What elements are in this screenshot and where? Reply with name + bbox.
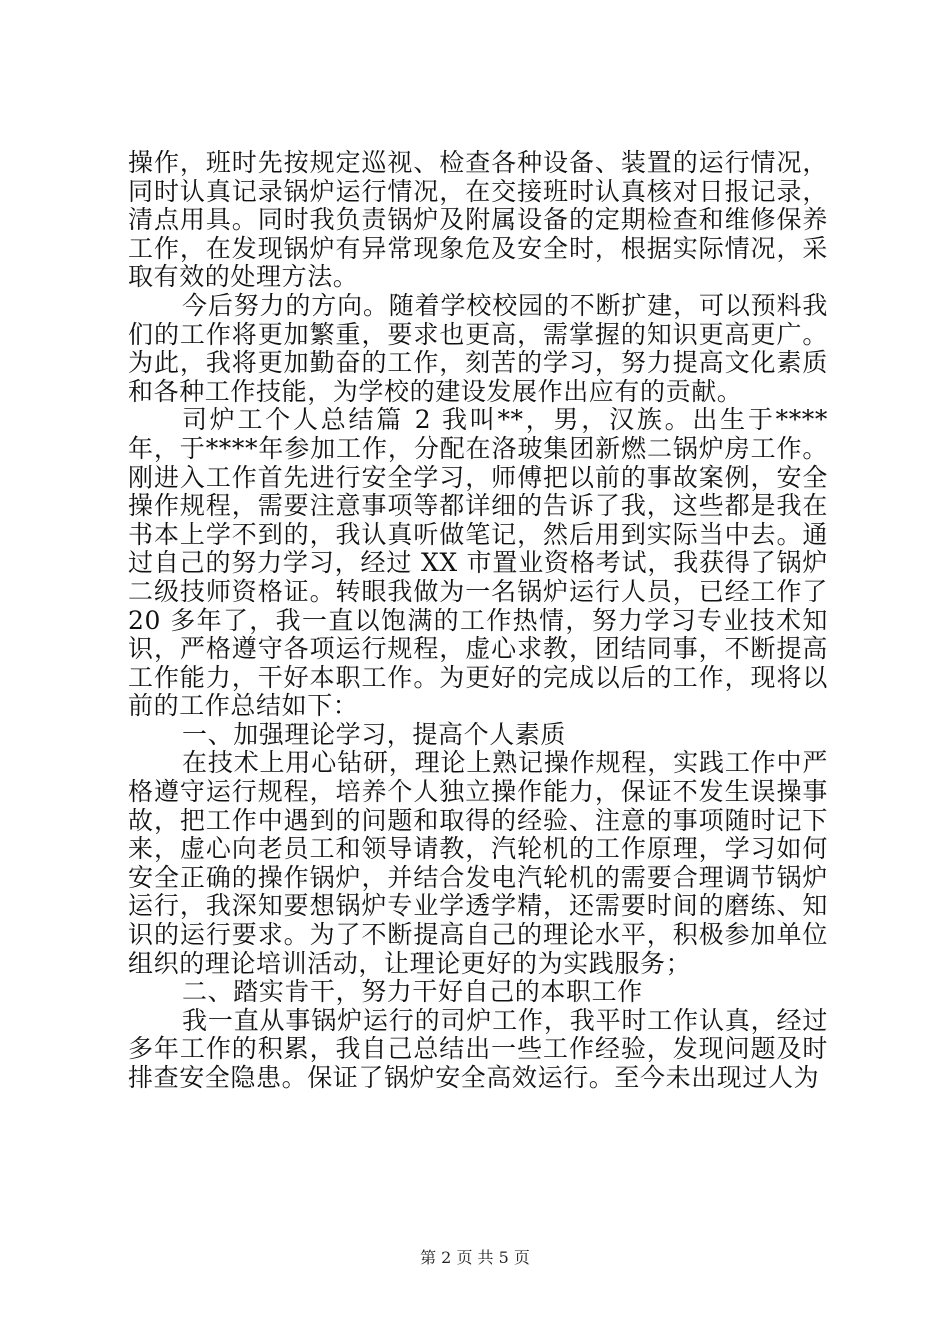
section-heading: 二、踏实肯干，努力干好自己的本职工作 (182, 977, 643, 1007)
paragraph: 操作，班时先按规定巡视、检查各种设备、装置的运行情况，同时认真记录锅炉运行情况，在交接班时认真核对日报记录，清点用具。同时我负责锅炉及附属设备的定期检查和维修保养工作，在发现锅炉有异常现象危及安全时，根据实际情况，采取有效的处理方法。 (128, 148, 828, 292)
paragraph: 我一直从事锅炉运行的司炉工作，我平时工作认真，经过多年工作的积累，我自己总结出一些工作经验，发现问题及时排查安全隐患。保证了锅炉安全高效运行。至今未出现过人为 (128, 1005, 828, 1092)
paragraph: 在技术上用心钻研，理论上熟记操作规程，实践工作中严格遵守运行规程，培养个人独立操作能力，保证不发生误操事故，把工作中遇到的问题和取得的经验、注意的事项随时记下来，虚心向老员工和领导请教，汽轮机的工作原理，学习如何安全正确的操作锅炉，并结合发电汽轮机的需要合理调节锅炉运行，我深知要想锅炉专业学透学精，还需要时间的磨练、知识的运行要求。为了不断提高自己的理论水平，积极参加单位组织的理论培训活动，让理论更好的为实践服务； (128, 748, 828, 978)
document-body (128, 149, 828, 1093)
paragraph: 司炉工个人总结篇 2 我叫**，男，汉族。出生于****年，于****年参加工作，分配在洛玻集团新燃二锅炉房工作。刚进入工作首先进行安全学习，师傅把以前的事故案例，安全操作规程，需要注意事项等都详细的告诉了我，这些都是我在书本上学不到的，我认真听做笔记，然后用到实际当中去。通过自己的努力学习，经过 XX 市置业资格考试，我获得了锅炉二级技师资格证。转眼我做为一名锅炉运行人员，已经工作了 20 多年了，我一直以饱满的工作热情，努力学习专业技术知识，严格遵守各项运行规程，虚心求教，团结同事，不断提高工作能力，干好本职工作。为更好的完成以后的工作，现将以前的工作总结如下： (128, 405, 828, 721)
section-heading: 一、加强理论学习，提高个人素质 (182, 719, 567, 749)
paragraph: 今后努力的方向。随着学校校园的不断扩建，可以预料我们的工作将更加繁重，要求也更高，需掌握的知识更高更广。为此，我将更加勤奋的工作，刻苦的学习，努力提高文化素质和各种工作技能，为学校的建设发展作出应有的贡献。 (128, 290, 828, 406)
page-number: 第 2 页 共 5 页 (420, 1248, 530, 1267)
